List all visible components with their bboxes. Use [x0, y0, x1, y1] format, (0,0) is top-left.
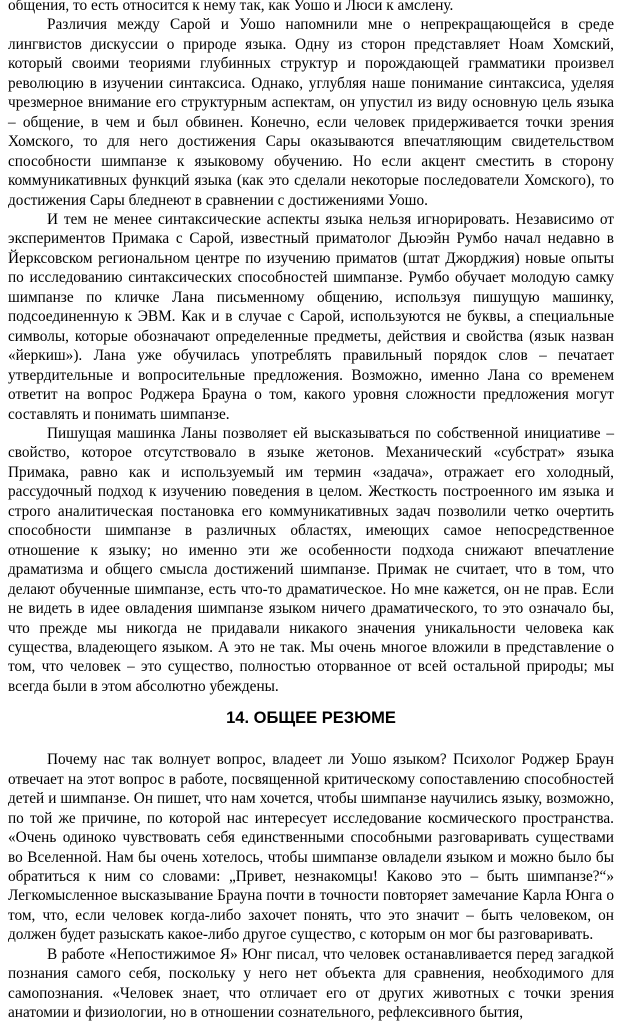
document-text: [8, 0, 614, 1023]
paragraph-lana-typewriter: Пишущая машинка Ланы позволяет ей высказываться по собственной инициативе – свойство, которое отсутствовало в языке жетонов. Механический «субстрат» языка Примака, равно как и используемый им термин «задача», отражает его холодный, рассудочный подход к изучению поведения в целом. Жесткость построенного им языка и строго аналитическая постановка его коммуникативных задач позволили четко очертить способности шимпанзе в различных областях, имеющих самое непосредственное отношение к языку; но именно эти же особенности подхода снижают впечатление драматизма и общего смысла достижений шимпанзе. Примак не считает, что в том, что делают обученные шимпанзе, есть что-то драматическое. Но мне кажется, он не прав. Если не видеть в идее овладения шимпанзе языком ничего драматического, то это означало бы, что прежде мы никогда не придавали никакого значения уникальности человека как существа, владеющего языком. А это не так. Мы очень многое вложили в представление о том, что человек – это существо, полностью оторванное от всей остальной природы; мы всегда были в этом абсолютно убеждены.: [8, 424, 614, 695]
section-heading: 14. ОБЩЕЕ РЕЗЮМЕ: [226, 709, 396, 728]
paragraph-brown-question: Почему нас так волнует вопрос, владеет ли Уошо языком? Психолог Роджер Браун отвечает на этот вопрос в работе, посвященной критическому сопоставлению способностей детей и шимпанзе. Он пишет, что нам хочется, чтобы шимпанзе научились языку, возможно, по той же причине, по которой нас интересует исследование космического пространства. «Очень одиноко чувствовать себя единственными способными разговаривать существами во Вселенной. Нам бы очень хотелось, чтобы шимпанзе овладели языком и можно было бы обратиться к ним со словами: „Привет, незнакомцы! Каково это – быть шимпанзе?“» Легкомысленное высказывание Брауна почти в точности повторяет замечание Карла Юнга о том, что, если человек когда-либо захочет понять, что это значит – быть человеком, он должен будет разыскать какое-либо другое существо, с которым он мог бы разговаривать.: [8, 751, 614, 944]
paragraph-jung-self: В работе «Непостижимое Я» Юнг писал, что человек останавливается перед загадкой познания самого себя, поскольку у него нет объекта для сравнения, необходимого для самопознания. «Человек знает, что отличает его от других животных с точки зрения анатомии и физиологии, но в отношении сознательного, рефлексивного бытия,: [8, 945, 614, 1022]
paragraph-chomsky-debate: Различия между Сарой и Уошо напомнили мне о непрекращающейся в среде лингвистов дискуссии о природе языка. Одну из сторон представляет Ноам Хомский, который своими теориями глубинных структур и порождающей грамматики произвел революцию в изучении синтаксиса. Однако, углубляя наше понимание синтаксиса, уделяя чрезмерное внимание его структурным аспектам, он упустил из виду основную цель языка – общение, в чем и был обвинен. Конечно, если человек придерживается точки зрения Хомского, то для него достижения Сары оказываются впечатляющим свидетельством способности шимпанзе к языковому обучению. Но если акцент сместить в сторону коммуникативных функций языка (как это сделали некоторые последователи Хомского), то достижения Сары бледнеют в сравнении с достижениями Уошо.: [8, 16, 614, 209]
paragraph-rumbaugh-lana: И тем не менее синтаксические аспекты языка нельзя игнорировать. Независимо от экспериментов Примака с Сарой, известный приматолог Дьюэйн Румбо начал недавно в Йерксовском региональном центре по изучению приматов (штат Джорджия) новые опыты по исследованию синтаксических способностей шимпанзе. Румбо обучает молодую самку шимпанзе по кличке Лана письменному общению, используя пишущую машинку, подсоединенную к ЭВМ. Как и в случае с Сарой, используются не буквы, а специальные символы, которые обозначают определенные предметы, действия и свойства (язык назван «йеркиш»). Лана уже обучилась употреблять правильный порядок слов – печатает утвердительные и вопросительные предложения. Возможно, именно Лана со временем ответит на вопрос Роджера Брауна о том, какого уровня сложности предложения могут составлять и понимать шимпанзе.: [8, 210, 614, 423]
paragraph-continuation: общения, то есть относится к нему так, как Уошо и Люси к амслену.: [8, 0, 454, 14]
